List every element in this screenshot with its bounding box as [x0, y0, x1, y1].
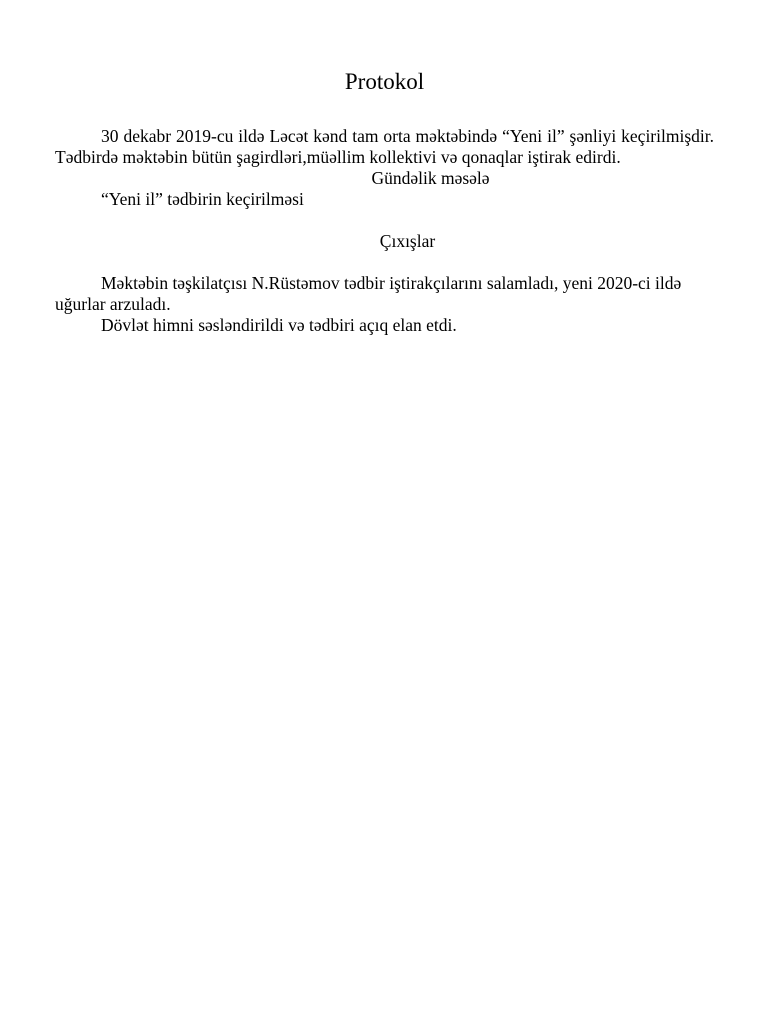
intro-paragraph: 30 dekabr 2019-cu ildə Ləcət kənd tam orta məktəbində “Yeni il” şənliyi keçirilmişdir. Tədbirdə məktəbin bütün şagirdləri,müəllim kollektivi və qonaqlar iştirak edirdi. — [55, 126, 714, 167]
agenda-heading: Gündəlik məsələ — [371, 168, 490, 188]
agenda-item: “Yeni il” tədbirin keçirilməsi — [101, 189, 304, 209]
spacer — [55, 252, 714, 273]
document-title: Protokol — [344, 69, 425, 94]
spacer — [55, 210, 714, 231]
speeches-heading: Çıxışlar — [379, 231, 436, 251]
speech-paragraph-2: Dövlət himni səsləndirildi və tədbiri açıq elan etdi. — [101, 315, 457, 335]
speech-paragraph-1: Məktəbin təşkilatçısı N.Rüstəmov tədbir iştirakçılarını salamladı, yeni 2020-ci ildə uğurlar arzuladı. — [55, 273, 682, 314]
